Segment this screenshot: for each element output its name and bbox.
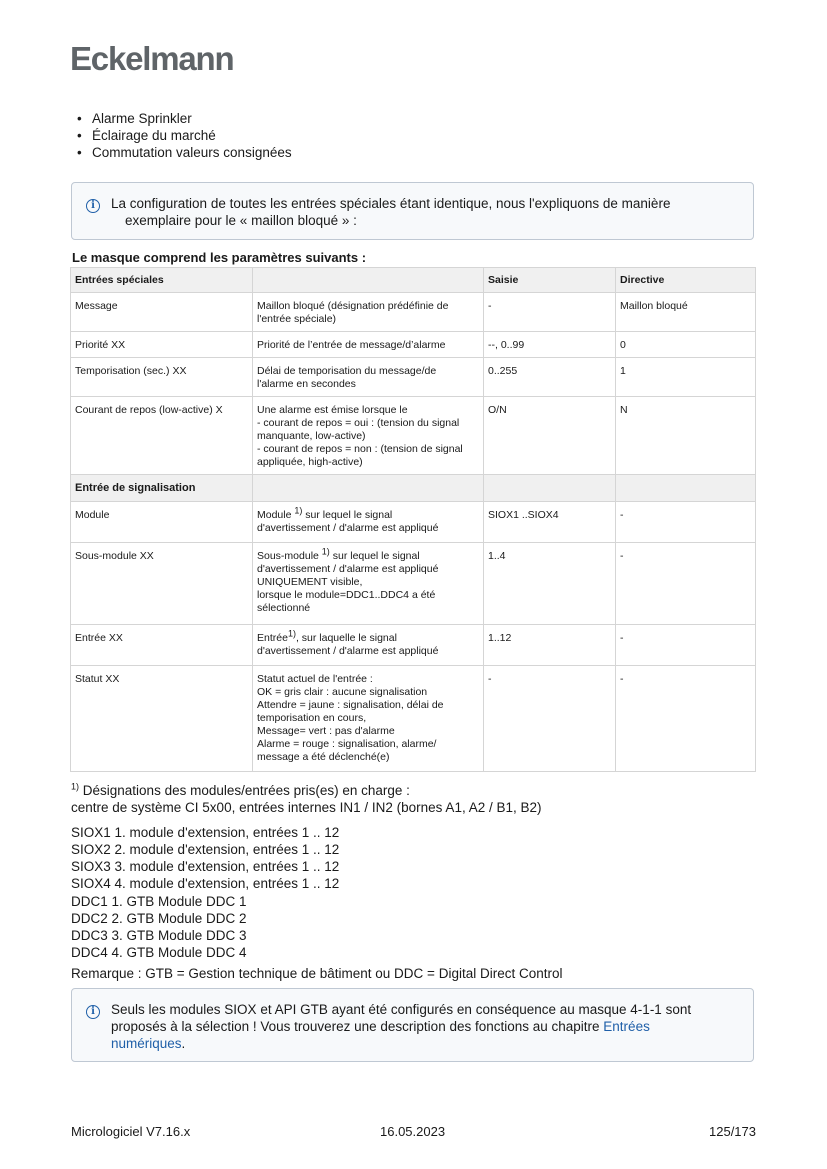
list-item: DDC4 4. GTB Module DDC 4 [71,945,247,960]
list-item: DDC3 3. GTB Module DDC 3 [71,928,247,943]
list-item: • Alarme Sprinkler [77,110,292,127]
chapter-link[interactable]: numériques [111,1036,182,1051]
info-note-text: Seuls les modules SIOX et API GTB ayant été configurés en conséquence au masque 4-1-1 sont proposés à la sélection ! Vous trouverez une description des fonctions au chapitre Entrées numériques. [111,1002,692,1051]
section-title: Entrée de signalisation [71,475,253,502]
remark: Remarque : GTB = Gestion technique de bâtiment ou DDC = Digital Direct Control [71,966,563,981]
table-row: Sous-module XX Sous-module $^{1)}$ sur lequel le signal d'avertissement / d'alarme est appliqué UNIQUEMENT visible, lorsque le module=DDC1..DDC4 a été sélectionné 1..4 - [71,543,756,625]
page-number: 125/173 [709,1124,756,1139]
list-item: • Éclairage du marché [77,127,292,144]
list-item: SIOX1 1. module d'extension, entrées 1 .. 12 [71,825,340,840]
siox-list [71,824,339,892]
list-item: • Commutation valeurs consignées [77,144,292,161]
brand-logo: Eckelmann [70,40,234,77]
table-row: Priorité XX Priorité de l’entrée de message/d’alarme --, 0..99 0 [71,332,756,358]
footer-date: 16.05.2023 [380,1124,446,1139]
table-row: Statut XX Statut actuel de l'entrée : OK = gris clair : aucune signalisation Attendre = jaune : signalisation, délai de temporisation en cours, Message= vert : pas d'alarme Alarme = rouge : signalisation, alarme/ message a été déclenché(e) - - [71,666,756,772]
table-title: Le masque comprend les paramètres suivants : [72,250,367,265]
column-header: Entrées spéciales [71,268,253,293]
list-item: SIOX2 2. module d'extension, entrées 1 .. 12 [71,842,340,857]
info-note [71,182,754,240]
table-row: Entrée XX Entrée$^{1)}$, sur laquelle le signal d'avertissement / d'alarme est appliqué 1..12 - [71,625,756,666]
table-row: Module Module $^{1)}$ sur lequel le signal d'avertissement / d'alarme est appliqué SIOX1 ..SIOX4 - [71,502,756,543]
column-header: Saisie [484,268,616,293]
table-section-row [71,475,756,502]
footer-version: Micrologiciel V7.16.x [71,1124,191,1139]
info-icon: i [86,199,100,213]
parameters-table [70,267,756,772]
column-header: Directive [616,268,756,293]
column-header [253,268,484,293]
chapter-link[interactable]: Entrées [603,1019,650,1034]
table-header-row [71,268,756,293]
list-item: DDC1 1. GTB Module DDC 1 [71,894,247,909]
footnote: $^{1)}$ Désignations des modules/entrées pris(es) en charge : centre de système CI 5x00, entrées internes IN1 / IN2 (bornes A1, A2 / B1, B2) [71,781,542,815]
ddc-list [71,893,247,961]
info-note [71,988,754,1062]
table-row: Courant de repos (low-active) X Une alarme est émise lorsque le - courant de repos = oui : (tension du signal manquante, low-active) - courant de repos = non : (tension de signal appliquée, high-active) O/N N [71,397,756,475]
table-row: Temporisation (sec.) XX Délai de temporisation du message/de l'alarme en secondes 0..255 1 [71,358,756,397]
table-row: Message Maillon bloqué (désignation prédéfinie de l'entrée spéciale) - Maillon bloqué [71,293,756,332]
info-note-text: La configuration de toutes les entrées spéciales étant identique, nous l'expliquons de manière exemplaire pour le « maillon bloqué » : [111,196,671,228]
info-icon: i [86,1005,100,1019]
list-item: SIOX3 3. module d'extension, entrées 1 .. 12 [71,859,340,874]
bullet-list [77,110,292,161]
list-item: DDC2 2. GTB Module DDC 2 [71,911,247,926]
list-item: SIOX4 4. module d'extension, entrées 1 .. 12 [71,876,340,891]
